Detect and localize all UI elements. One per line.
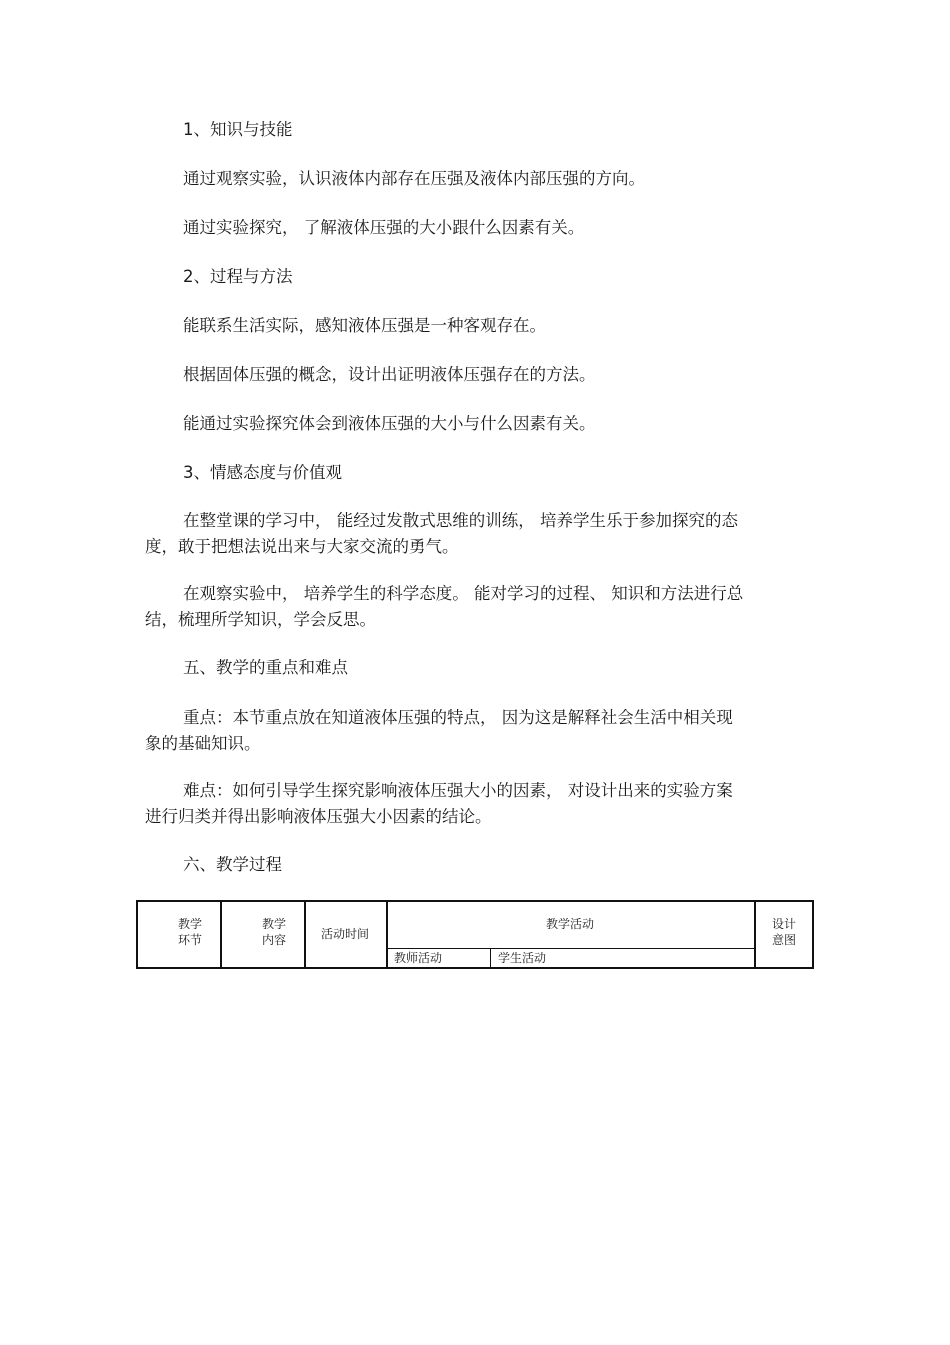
header-text: 意图 [771, 933, 796, 947]
table-divider [386, 902, 388, 967]
section-2-line-1: 能联系生活实际，感知液体压强是一种客观存在。 [183, 316, 546, 335]
key-point-paragraph [145, 705, 805, 757]
section-3-paragraph-2 [145, 581, 805, 633]
teaching-process-table [136, 900, 814, 969]
paragraph-line: 重点：本节重点放在知道液体压强的特点， 因为这是解释社会生活中相关现 [183, 708, 733, 727]
paragraph-line: 进行归类并得出影响液体压强大小因素的结论。 [145, 807, 492, 826]
section-1-line-2: 通过实验探究， 了解液体压强的大小跟什么因素有关。 [183, 218, 585, 237]
section-3-heading: 3、情感态度与价值观 [183, 463, 342, 482]
header-teacher-activity: 教师活动 [394, 951, 443, 965]
header-teaching-activity: 教学活动 [545, 917, 594, 931]
header-text: 设计 [771, 917, 796, 931]
paragraph-line: 难点：如何引导学生探究影响液体压强大小的因素， 对设计出来的实验方案 [183, 781, 733, 800]
section-6-heading: 六、教学过程 [183, 855, 282, 874]
table-divider [304, 902, 306, 967]
header-text: 内容 [261, 933, 286, 947]
paragraph-line: 在观察实验中， 培养学生的科学态度。 能对学习的过程、 知识和方法进行总 [183, 584, 744, 603]
section-2-line-3: 能通过实验探究体会到液体压强的大小与什么因素有关。 [183, 414, 596, 433]
table-divider [754, 902, 756, 967]
header-text: 教学 [177, 917, 202, 931]
header-text: 环节 [177, 933, 202, 947]
header-activity-time: 活动时间 [320, 927, 369, 941]
table-divider [386, 948, 754, 949]
paragraph-line: 在整堂课的学习中， 能经过发散式思维的训练， 培养学生乐于参加探究的态 [183, 511, 738, 530]
header-teaching-stage [168, 916, 212, 948]
section-5-heading: 五、教学的重点和难点 [183, 658, 348, 677]
header-teaching-content [252, 916, 296, 948]
header-design-intent [762, 916, 806, 948]
table-divider [220, 902, 222, 967]
section-3-paragraph-1 [145, 508, 805, 560]
table-divider [490, 949, 491, 967]
section-2-line-2: 根据固体压强的概念，设计出证明液体压强存在的方法。 [183, 365, 596, 384]
paragraph-line: 度，敢于把想法说出来与大家交流的勇气。 [145, 537, 459, 556]
section-2-heading: 2、过程与方法 [183, 267, 293, 286]
section-1-heading: 1、知识与技能 [183, 120, 293, 139]
paragraph-line: 结，梳理所学知识，学会反思。 [145, 610, 376, 629]
paragraph-line: 象的基础知识。 [145, 734, 261, 753]
section-1-line-1: 通过观察实验，认识液体内部存在压强及液体内部压强的方向。 [183, 169, 645, 188]
difficult-point-paragraph [145, 778, 805, 830]
header-student-activity: 学生活动 [498, 951, 547, 965]
header-text: 教学 [261, 917, 286, 931]
